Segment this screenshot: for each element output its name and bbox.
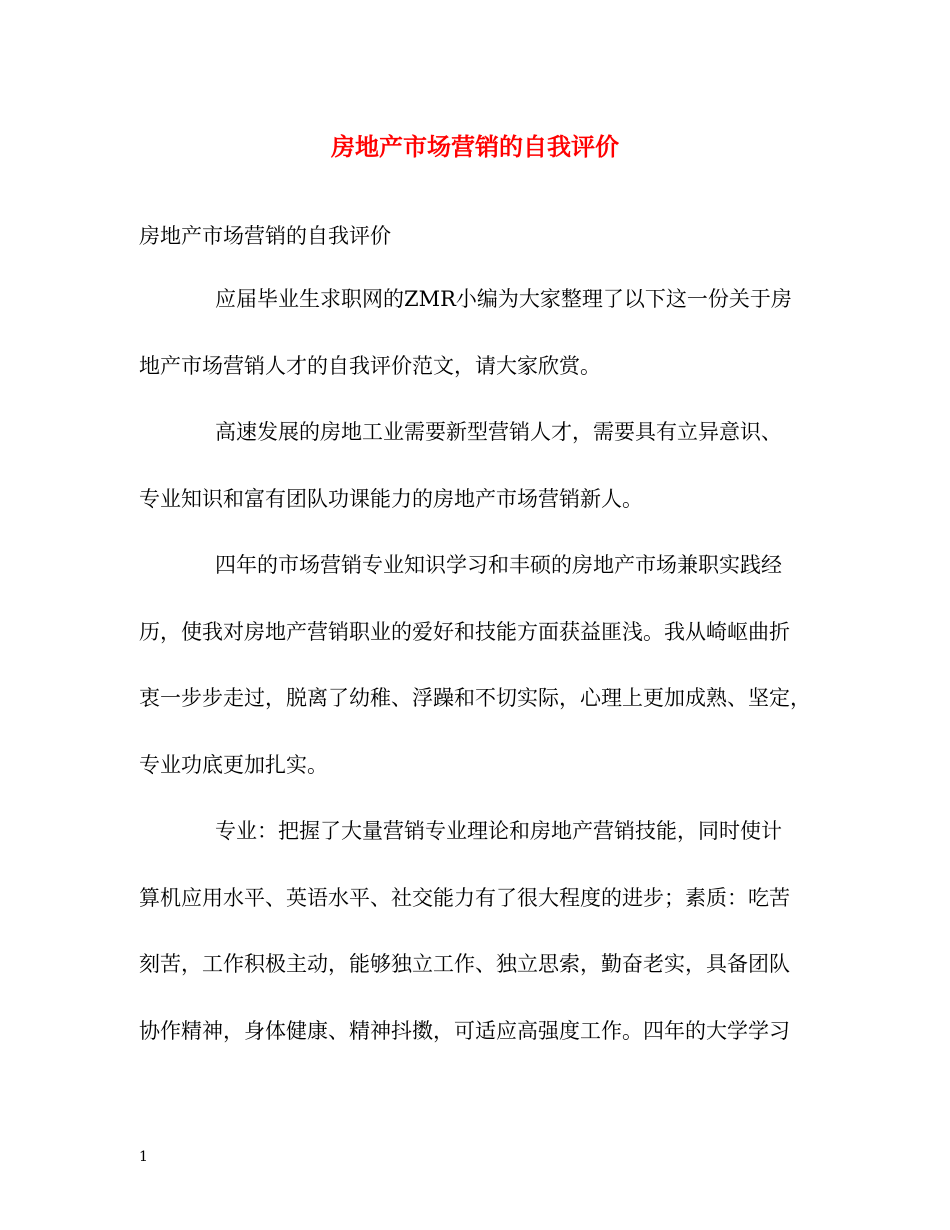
subtitle-line: 房地产市场营销的自我评价 xyxy=(139,224,391,248)
paragraph-line: 应届毕业生求职网的ZMR小编为大家整理了以下这一份关于房 xyxy=(215,287,792,311)
paragraph-line: 算机应用水平、英语水平、社交能力有了很大程度的进步；素质：吃苦 xyxy=(139,886,790,910)
paragraph-line: 四年的市场营销专业知识学习和丰硕的房地产市场兼职实践经 xyxy=(215,553,782,577)
paragraph-line: 专业知识和富有团队功课能力的房地产市场营销新人。 xyxy=(139,487,643,511)
paragraph-line: 高速发展的房地工业需要新型营销人才，需要具有立异意识、 xyxy=(215,420,782,444)
paragraph-line: 刻苦，工作积极主动，能够独立工作、独立思索，勤奋老实，具备团队 xyxy=(139,952,790,976)
page-number: 1 xyxy=(139,1149,148,1165)
paragraph-line: 地产市场营销人才的自我评价范文，请大家欣赏。 xyxy=(139,354,601,378)
paragraph-line: 专业功底更加扎实。 xyxy=(139,753,328,777)
paragraph-line: 衷一步步走过，脱离了幼稚、浮躁和不切实际，心理上更加成熟、坚定， xyxy=(139,686,811,710)
paragraph-line: 专业：把握了大量营销专业理论和房地产营销技能，同时使计 xyxy=(215,819,782,843)
paragraph-line: 协作精神，身体健康、精神抖擞，可适应高强度工作。四年的大学学习 xyxy=(139,1019,790,1043)
document-title: 房地产市场营销的自我评价 xyxy=(331,132,619,161)
paragraph-line: 历，使我对房地产营销职业的爱好和技能方面获益匪浅。我从崎岖曲折 xyxy=(139,620,790,644)
